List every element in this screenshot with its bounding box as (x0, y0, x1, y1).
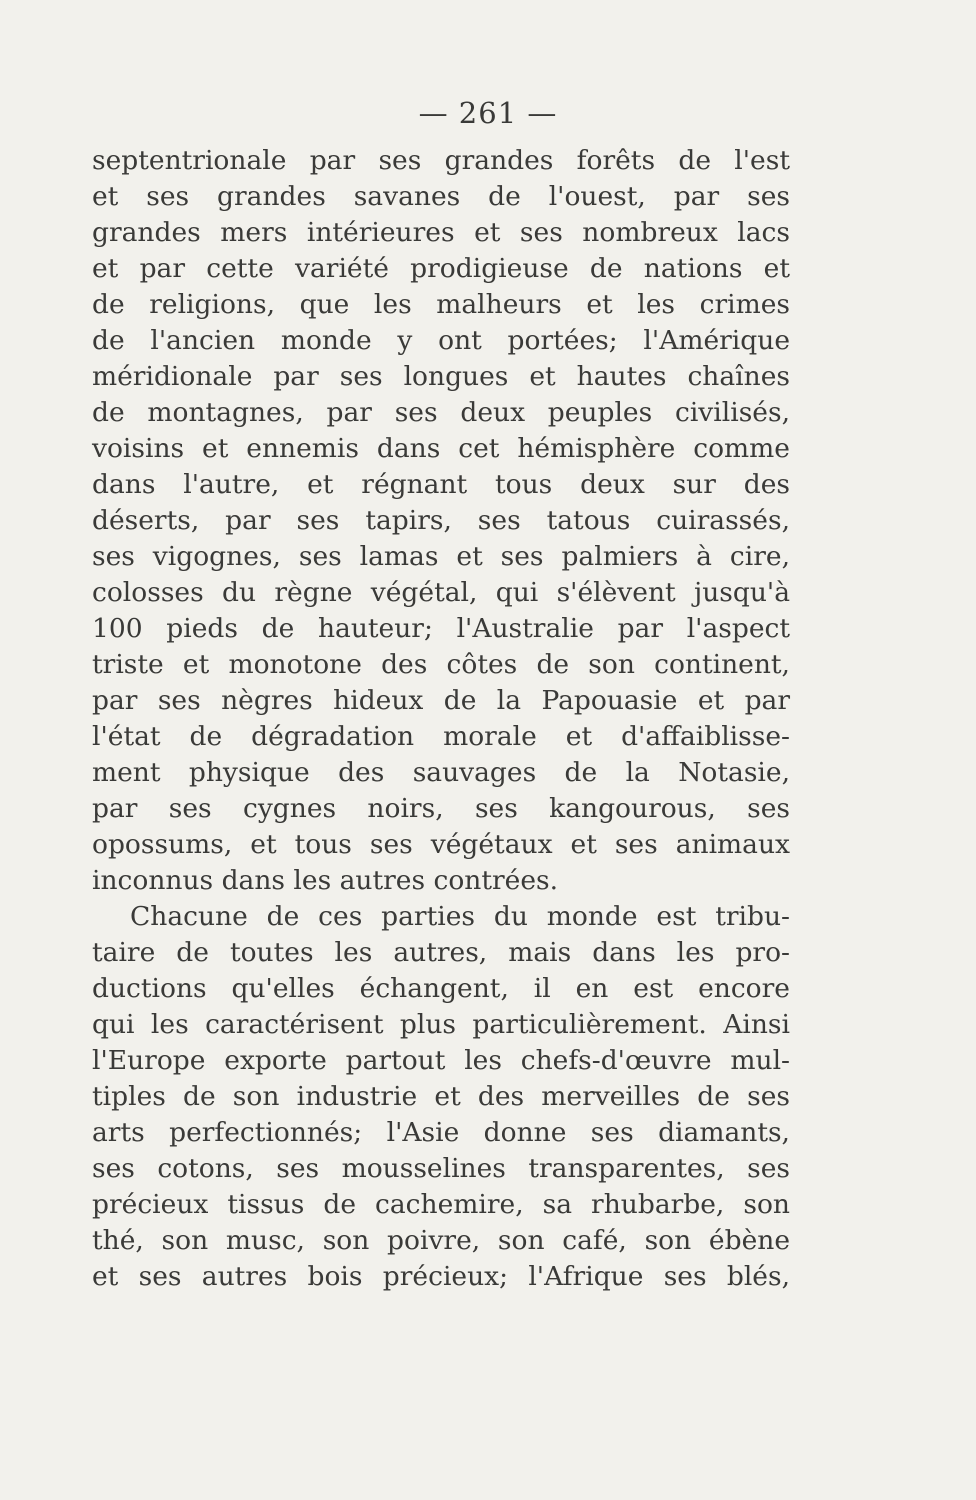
text-line: de montagnes, par ses deux peuples civilisés, (92, 397, 790, 428)
text-line: thé, son musc, son poivre, son café, son ébène (92, 1225, 790, 1256)
text-line: par ses cygnes noirs, ses kangourous, ses (92, 793, 790, 824)
text-line: l'état de dégradation morale et d'affaiblisse- (92, 721, 790, 752)
text-line: inconnus dans les autres contrées. (92, 865, 559, 896)
text-line: taire de toutes les autres, mais dans les pro- (92, 937, 790, 968)
text-line: arts perfectionnés; l'Asie donne ses diamants, (92, 1117, 790, 1148)
text-line: grandes mers intérieures et ses nombreux lacs (92, 217, 790, 248)
text-line: tiples de son industrie et des merveilles de ses (92, 1081, 790, 1112)
text-line: de religions, que les malheurs et les crimes (92, 289, 790, 320)
text-line: ment physique des sauvages de la Notasie, (92, 757, 790, 788)
text-line: déserts, par ses tapirs, ses tatous cuirassés, (92, 505, 790, 536)
text-line: de l'ancien monde y ont portées; l'Amérique (92, 325, 790, 356)
text-line: par ses nègres hideux de la Papouasie et par (92, 685, 790, 716)
text-line: ductions qu'elles échangent, il en est encore (92, 973, 790, 1004)
text-line: dans l'autre, et régnant tous deux sur des (92, 469, 790, 500)
text-line: et ses autres bois précieux; l'Afrique ses blés, (92, 1261, 790, 1292)
text-line: ses cotons, ses mousselines transparentes, ses (92, 1153, 790, 1184)
text-line: colosses du règne végétal, qui s'élèvent jusqu'à (92, 577, 790, 608)
text-line: voisins et ennemis dans cet hémisphère comme (92, 433, 790, 464)
text-line: l'Europe exporte partout les chefs-d'œuvre mul- (92, 1045, 790, 1076)
text-line: triste et monotone des côtes de son continent, (92, 649, 790, 680)
text-line: méridionale par ses longues et hautes chaînes (92, 361, 790, 392)
text-line: ses vigognes, ses lamas et ses palmiers à cire, (92, 541, 790, 572)
text-line: 100 pieds de hauteur; l'Australie par l'aspect (92, 613, 790, 644)
text-line: opossums, et tous ses végétaux et ses animaux (92, 829, 790, 860)
text-line: et par cette variété prodigieuse de nations et (92, 253, 790, 284)
page-number: — 261 — (418, 96, 558, 130)
text-line: qui les caractérisent plus particulièrement. Ainsi (92, 1009, 790, 1040)
text-line: septentrionale par ses grandes forêts de l'est (92, 145, 790, 176)
text-line: et ses grandes savanes de l'ouest, par ses (92, 181, 790, 212)
text-line: précieux tissus de cachemire, sa rhubarbe, son (92, 1189, 790, 1220)
text-line: Chacune de ces parties du monde est tribu- (130, 901, 790, 932)
body-text (92, 143, 790, 1295)
